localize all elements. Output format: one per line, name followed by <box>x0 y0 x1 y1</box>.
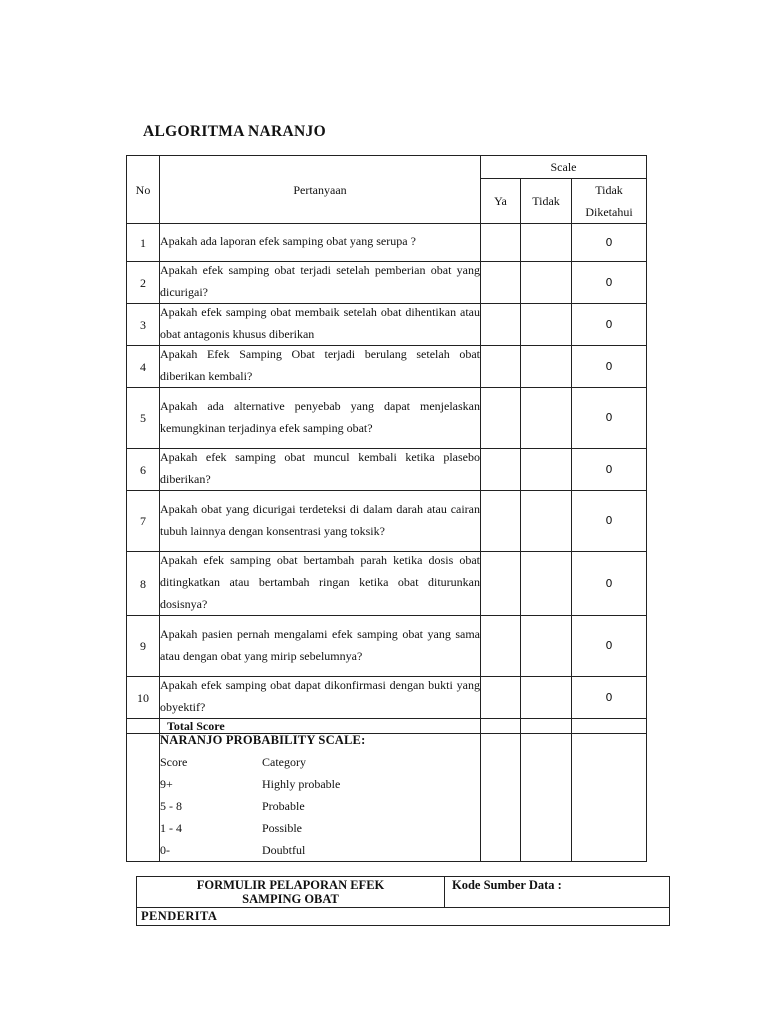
scale-category: Category <box>262 755 306 769</box>
question-cell <box>160 388 481 449</box>
question-text: Apakah efek samping obat dapat dikonfirmasi dengan bukti yang obyektif? <box>160 678 480 714</box>
row-number: 3 <box>127 304 160 346</box>
table-row <box>127 304 647 346</box>
probability-scale-no-cell <box>127 734 160 862</box>
question-text: Apakah pasien pernah mengalami efek samping obat yang sama atau dengan obat yang mirip sebelumnya? <box>160 626 480 663</box>
row-number: 7 <box>127 491 160 552</box>
table-row <box>127 262 647 304</box>
answer-tidak-diketahui-cell[interactable]: 0 <box>572 304 647 346</box>
question-text: Apakah efek samping obat muncul kembali ketika plasebo diberikan? <box>160 450 480 486</box>
scale-score: Score <box>160 755 188 769</box>
answer-tidak-diketahui-cell[interactable]: 0 <box>572 346 647 388</box>
question-cell <box>160 449 481 491</box>
question-cell <box>160 304 481 346</box>
answer-tidak-cell[interactable] <box>521 491 572 552</box>
question-text: Apakah ada laporan efek samping obat yang serupa ? <box>160 234 416 248</box>
question-text: Apakah efek samping obat membaik setelah obat dihentikan atau obat antagonis khusus diberikan <box>160 305 480 341</box>
row-number: 10 <box>127 677 160 719</box>
answer-ya-cell[interactable] <box>481 224 521 262</box>
kode-sumber-data-field[interactable]: Kode Sumber Data : <box>445 877 670 908</box>
answer-ya-cell[interactable] <box>481 388 521 449</box>
scale-category: Highly probable <box>262 777 341 791</box>
header-question: Pertanyaan <box>160 156 481 224</box>
answer-tidak-diketahui-cell[interactable]: 0 <box>572 262 647 304</box>
probability-scale-item <box>160 773 480 795</box>
scale-score: 1 - 4 <box>160 821 182 835</box>
form-title-line1: FORMULIR PELAPORAN EFEK <box>196 878 385 892</box>
header-ya: Ya <box>481 179 521 224</box>
probability-scale-item <box>160 817 480 839</box>
answer-ya-cell[interactable] <box>481 677 521 719</box>
header-scale: Scale <box>481 156 647 179</box>
question-text: Apakah obat yang dicurigai terdeteksi di dalam darah atau cairan tubuh lainnya dengan konsentrasi yang toksik? <box>160 501 480 538</box>
document-title: ALGORITMA NARANJO <box>143 123 326 140</box>
form-title-line2: SAMPING OBAT <box>242 892 339 906</box>
table-row <box>127 346 647 388</box>
answer-tidak-diketahui-cell[interactable]: 0 <box>572 677 647 719</box>
total-ya-cell[interactable] <box>481 719 521 734</box>
header-tidak-diketahui-line1: Tidak <box>595 183 623 197</box>
table-row <box>127 677 647 719</box>
answer-tidak-cell[interactable] <box>521 616 572 677</box>
row-number: 8 <box>127 552 160 616</box>
scale-tidak-diketahui-cell <box>572 734 647 862</box>
answer-tidak-cell[interactable] <box>521 304 572 346</box>
total-score-label: Total Score <box>160 719 481 734</box>
probability-scale-row <box>127 734 647 862</box>
table-row <box>127 552 647 616</box>
penderita-section: PENDERITA <box>137 908 670 926</box>
answer-tidak-diketahui-cell[interactable]: 0 <box>572 616 647 677</box>
form-title-cell <box>137 877 445 908</box>
answer-ya-cell[interactable] <box>481 262 521 304</box>
scale-score: 0- <box>160 843 170 857</box>
table-row <box>127 449 647 491</box>
scale-ya-cell <box>481 734 521 862</box>
report-form-table <box>136 876 670 926</box>
question-cell <box>160 346 481 388</box>
scale-tidak-cell <box>521 734 572 862</box>
header-tidak: Tidak <box>521 179 572 224</box>
answer-tidak-diketahui-cell[interactable]: 0 <box>572 224 647 262</box>
row-number: 5 <box>127 388 160 449</box>
table-row <box>127 616 647 677</box>
answer-tidak-diketahui-cell[interactable]: 0 <box>572 491 647 552</box>
question-text: Apakah efek samping obat bertambah parah ketika dosis obat ditingkatkan atau bertambah ringan ketika obat diturunkan dosisnya? <box>160 553 480 611</box>
answer-tidak-cell[interactable] <box>521 677 572 719</box>
question-text: Apakah ada alternative penyebab yang dapat menjelaskan kemungkinan terjadinya efek samping obat? <box>160 398 480 435</box>
answer-tidak-cell[interactable] <box>521 346 572 388</box>
scale-category: Doubtful <box>262 843 306 857</box>
answer-tidak-cell[interactable] <box>521 388 572 449</box>
answer-tidak-cell[interactable] <box>521 224 572 262</box>
naranjo-table <box>126 155 647 862</box>
question-cell <box>160 224 481 262</box>
question-cell <box>160 616 481 677</box>
probability-scale-item <box>160 839 480 861</box>
answer-tidak-diketahui-cell[interactable]: 0 <box>572 449 647 491</box>
table-row <box>127 388 647 449</box>
row-number: 1 <box>127 224 160 262</box>
probability-scale-title: NARANJO PROBABILITY SCALE: <box>160 733 366 747</box>
question-cell <box>160 552 481 616</box>
probability-scale-box <box>160 734 481 862</box>
answer-tidak-diketahui-cell[interactable]: 0 <box>572 552 647 616</box>
probability-scale-item <box>160 795 480 817</box>
question-cell <box>160 677 481 719</box>
row-number: 9 <box>127 616 160 677</box>
answer-ya-cell[interactable] <box>481 346 521 388</box>
answer-ya-cell[interactable] <box>481 616 521 677</box>
row-number: 4 <box>127 346 160 388</box>
answer-tidak-cell[interactable] <box>521 449 572 491</box>
probability-scale-header <box>160 751 480 773</box>
scale-score: 5 - 8 <box>160 799 182 813</box>
total-tidak-diketahui-cell[interactable] <box>572 719 647 734</box>
answer-ya-cell[interactable] <box>481 491 521 552</box>
header-tidak-diketahui <box>572 179 647 224</box>
answer-ya-cell[interactable] <box>481 449 521 491</box>
answer-ya-cell[interactable] <box>481 552 521 616</box>
scale-category: Probable <box>262 799 305 813</box>
answer-tidak-diketahui-cell[interactable]: 0 <box>572 388 647 449</box>
total-tidak-cell[interactable] <box>521 719 572 734</box>
answer-tidak-cell[interactable] <box>521 552 572 616</box>
answer-tidak-cell[interactable] <box>521 262 572 304</box>
table-row <box>127 224 647 262</box>
row-number: 2 <box>127 262 160 304</box>
total-score-no-cell <box>127 719 160 734</box>
header-tidak-diketahui-line2: Diketahui <box>585 205 633 219</box>
table-row <box>127 491 647 552</box>
question-text: Apakah efek samping obat terjadi setelah pemberian obat yang dicurigai? <box>160 263 480 299</box>
scale-category: Possible <box>262 821 303 835</box>
question-text: Apakah Efek Samping Obat terjadi berulang setelah obat diberikan kembali? <box>160 347 480 383</box>
question-cell <box>160 491 481 552</box>
question-cell <box>160 262 481 304</box>
answer-ya-cell[interactable] <box>481 304 521 346</box>
header-no: No <box>127 156 160 224</box>
row-number: 6 <box>127 449 160 491</box>
scale-score: 9+ <box>160 777 173 791</box>
